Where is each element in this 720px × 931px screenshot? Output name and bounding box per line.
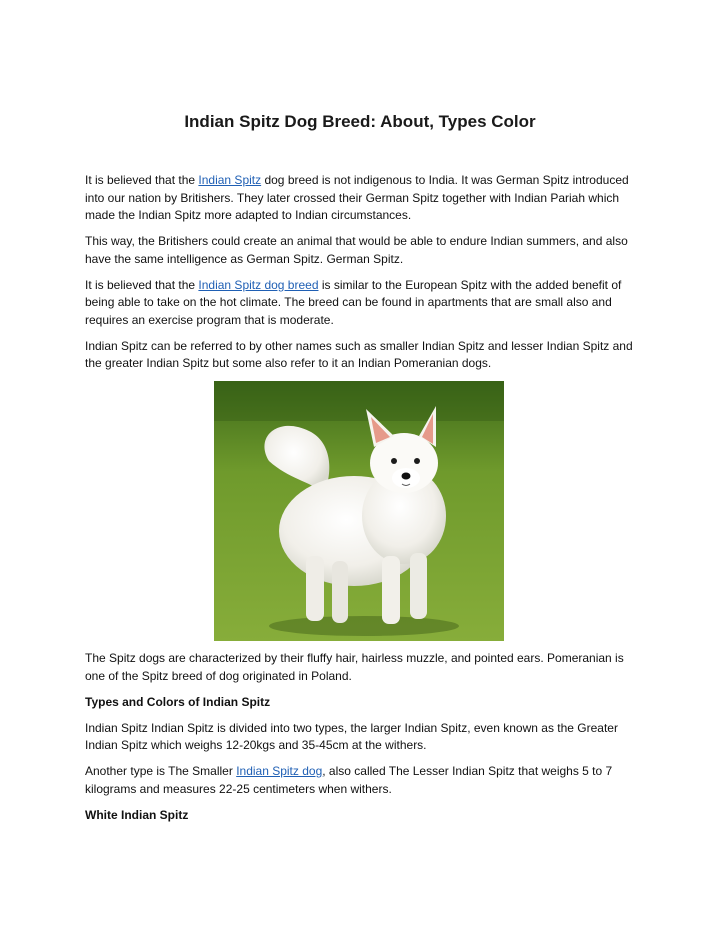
text-run: It is believed that the	[85, 277, 199, 292]
paragraph-greater-spitz: Indian Spitz Indian Spitz is divided into two types, the larger Indian Spitz, even known as the Greater Indian Spitz which weighs 12-20kgs and 35-45cm at the withers.	[85, 720, 618, 752]
article-body	[85, 172, 635, 833]
section-heading-white: White Indian Spitz	[85, 807, 189, 822]
page-title: Indian Spitz Dog Breed: About, Types Color	[184, 112, 536, 131]
text-run: Another type is The Smaller	[85, 764, 237, 778]
paragraph-characteristics: The Spitz dogs are characterized by their fluffy hair, hairless muzzle, and pointed ears. Pomeranian is one of the Spitz breed of dog originated in Poland.	[85, 651, 624, 683]
paragraph-intro	[85, 172, 635, 225]
text-run: dog breed is not indigenous to India. It was German Spitz introduced into our nation by Britishers. They later crossed their German Spitz together with Indian Pariah which made the Indian Spitz more adapted to Indian circumstances.	[85, 173, 629, 222]
dog-photo	[214, 381, 504, 641]
indian-spitz-dog-link[interactable]: Indian Spitz dog	[236, 764, 323, 778]
paragraph-european-spitz	[85, 277, 635, 330]
paragraph-britishers: This way, the Britishers could create an animal that would be able to endure Indian summers, and also have the same intelligence as German Spitz. German Spitz.	[85, 234, 628, 266]
text-run: It is believed that the	[85, 173, 199, 187]
section-heading-types: Types and Colors of Indian Spitz	[85, 694, 271, 709]
indian-spitz-dog-breed-link[interactable]: Indian Spitz dog breed	[198, 277, 319, 292]
white-spitz-dog-image	[214, 381, 504, 641]
paragraph-lesser-spitz	[85, 763, 635, 798]
indian-spitz-link[interactable]: Indian Spitz	[198, 173, 262, 187]
paragraph-other-names: Indian Spitz can be referred to by other names such as smaller Indian Spitz and lesser Indian Spitz and the greater Indian Spitz but some also refer to it an Indian Pomeranian dogs.	[85, 338, 633, 370]
text-run: , also called The Lesser Indian Spitz that weighs 5 to 7 kilograms and measures 22-25 centimeters when withers.	[85, 764, 613, 796]
text-run: is similar to the European Spitz with the added benefit of being able to take on the hot climate. The breed can be found in apartments that are small also and requires an exercise program that is moderate.	[85, 277, 622, 327]
